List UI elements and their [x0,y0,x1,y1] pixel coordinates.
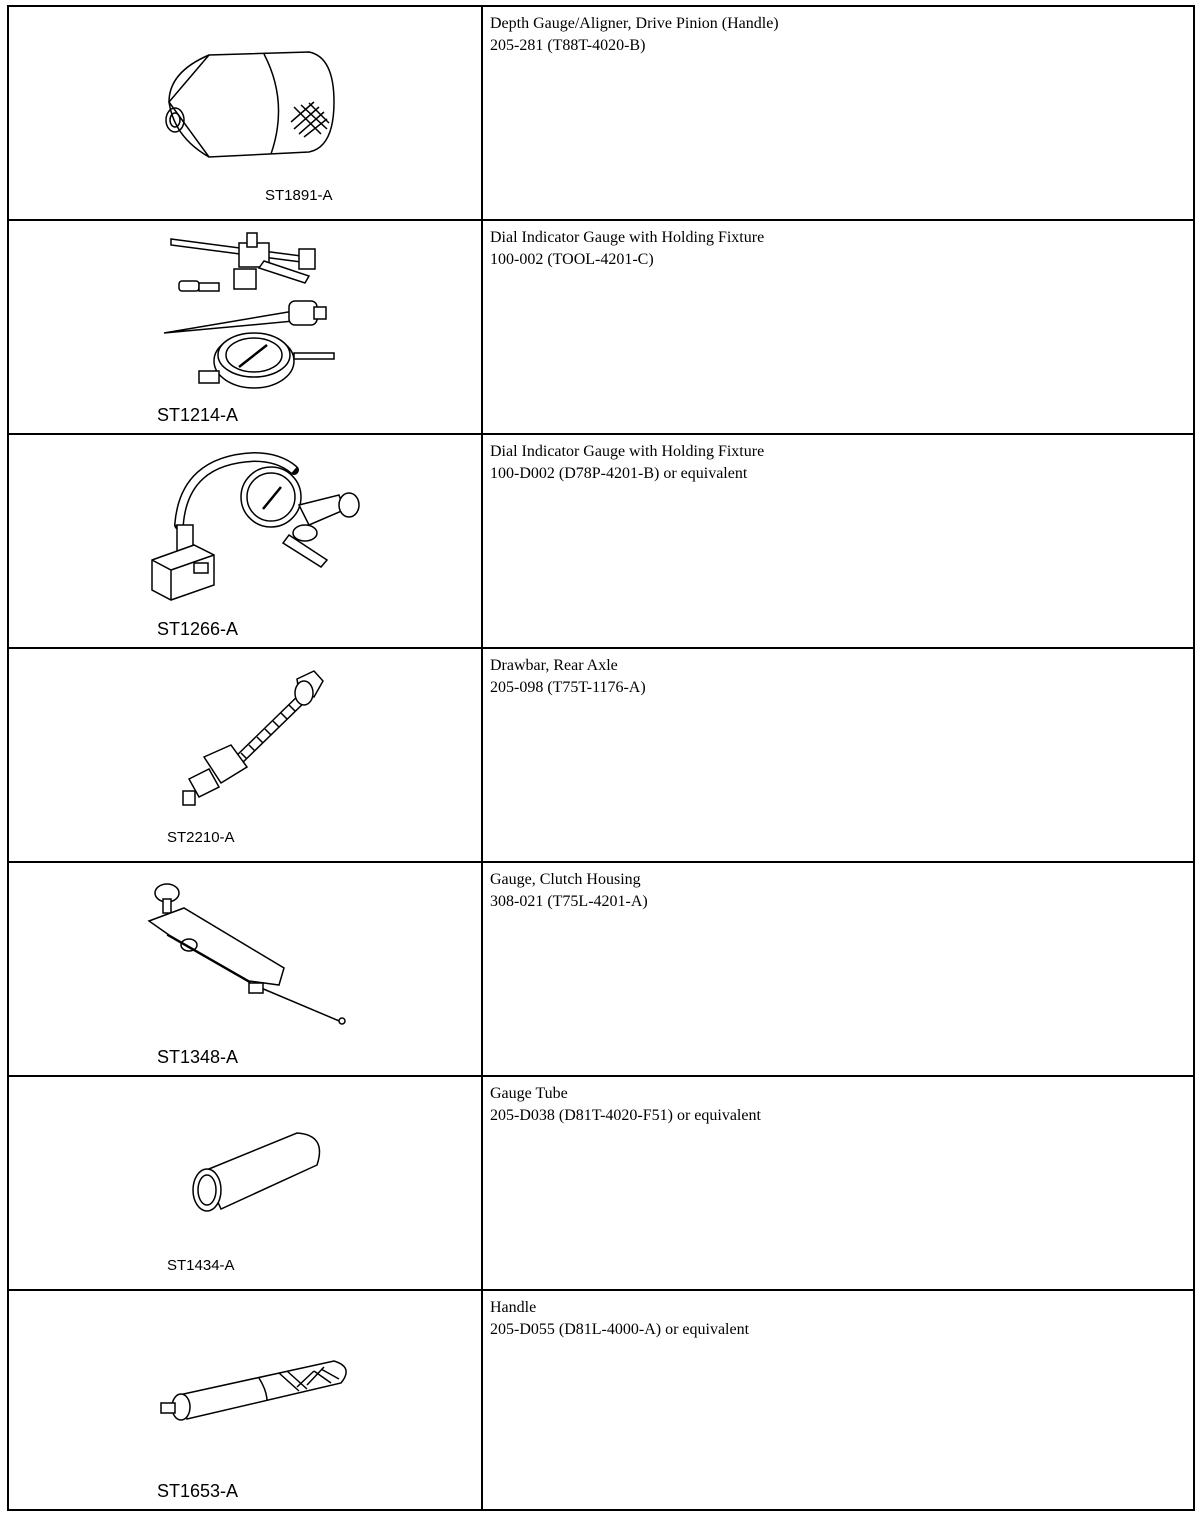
tool-number: 205-098 (T75T-1176-A) [490,679,646,696]
table-row [8,1290,1194,1510]
tool-illustration-cell [8,220,482,434]
tool-number: 205-D055 (D81L-4000-A) or equivalent [490,1321,750,1338]
tool-name: Drawbar, Rear Axle [490,657,618,674]
tool-image-code: ST1266-A [157,619,239,639]
tool-illustration-cell [8,1076,482,1290]
tool-number: 100-D002 (D78P-4201-B) or equivalent [490,465,748,482]
gauge-tube-illustration [9,1077,483,1291]
tool-description-cell [482,1290,1194,1510]
table-row [8,434,1194,648]
tool-name: Dial Indicator Gauge with Holding Fixture [490,443,765,460]
tool-description-cell [482,862,1194,1076]
table-row [8,648,1194,862]
tool-image-code: ST1653-A [157,1481,239,1501]
table-row [8,862,1194,1076]
special-tools-table [7,5,1195,1511]
tool-number: 205-D038 (D81T-4020-F51) or equivalent [490,1107,761,1124]
table-row [8,1076,1194,1290]
tool-name: Gauge Tube [490,1085,568,1102]
dial-indicator-fixture-illustration [9,221,483,435]
tool-illustration-cell [8,1290,482,1510]
tool-number: 205-281 (T88T-4020-B) [490,37,646,54]
tool-illustration-cell [8,648,482,862]
table-row [8,6,1194,220]
depth-gauge-handle-illustration [9,7,483,221]
clutch-housing-gauge-illustration [9,863,483,1077]
handle-illustration [9,1291,483,1505]
dial-indicator-magnetic-base-illustration [9,435,483,649]
tool-description-cell [482,220,1194,434]
tool-description-cell [482,648,1194,862]
tool-illustration-cell [8,434,482,648]
tool-image-code: ST2210-A [167,829,235,846]
tool-illustration-cell [8,6,482,220]
tool-image-code: ST1434-A [167,1257,235,1274]
drawbar-illustration [9,649,483,863]
tool-description-cell [482,434,1194,648]
tool-number: 100-002 (TOOL-4201-C) [490,251,654,268]
tool-name: Handle [490,1299,537,1316]
tool-image-code: ST1214-A [157,405,239,425]
tool-illustration-cell [8,862,482,1076]
table-row [8,220,1194,434]
tool-description-cell [482,1076,1194,1290]
tool-image-code: ST1891-A [265,187,333,204]
tool-name: Gauge, Clutch Housing [490,871,641,888]
tool-description-cell [482,6,1194,220]
tool-name: Dial Indicator Gauge with Holding Fixture [490,229,765,246]
tool-number: 308-021 (T75L-4201-A) [490,893,648,910]
tool-name: Depth Gauge/Aligner, Drive Pinion (Handle) [490,15,779,32]
tool-image-code: ST1348-A [157,1047,239,1067]
